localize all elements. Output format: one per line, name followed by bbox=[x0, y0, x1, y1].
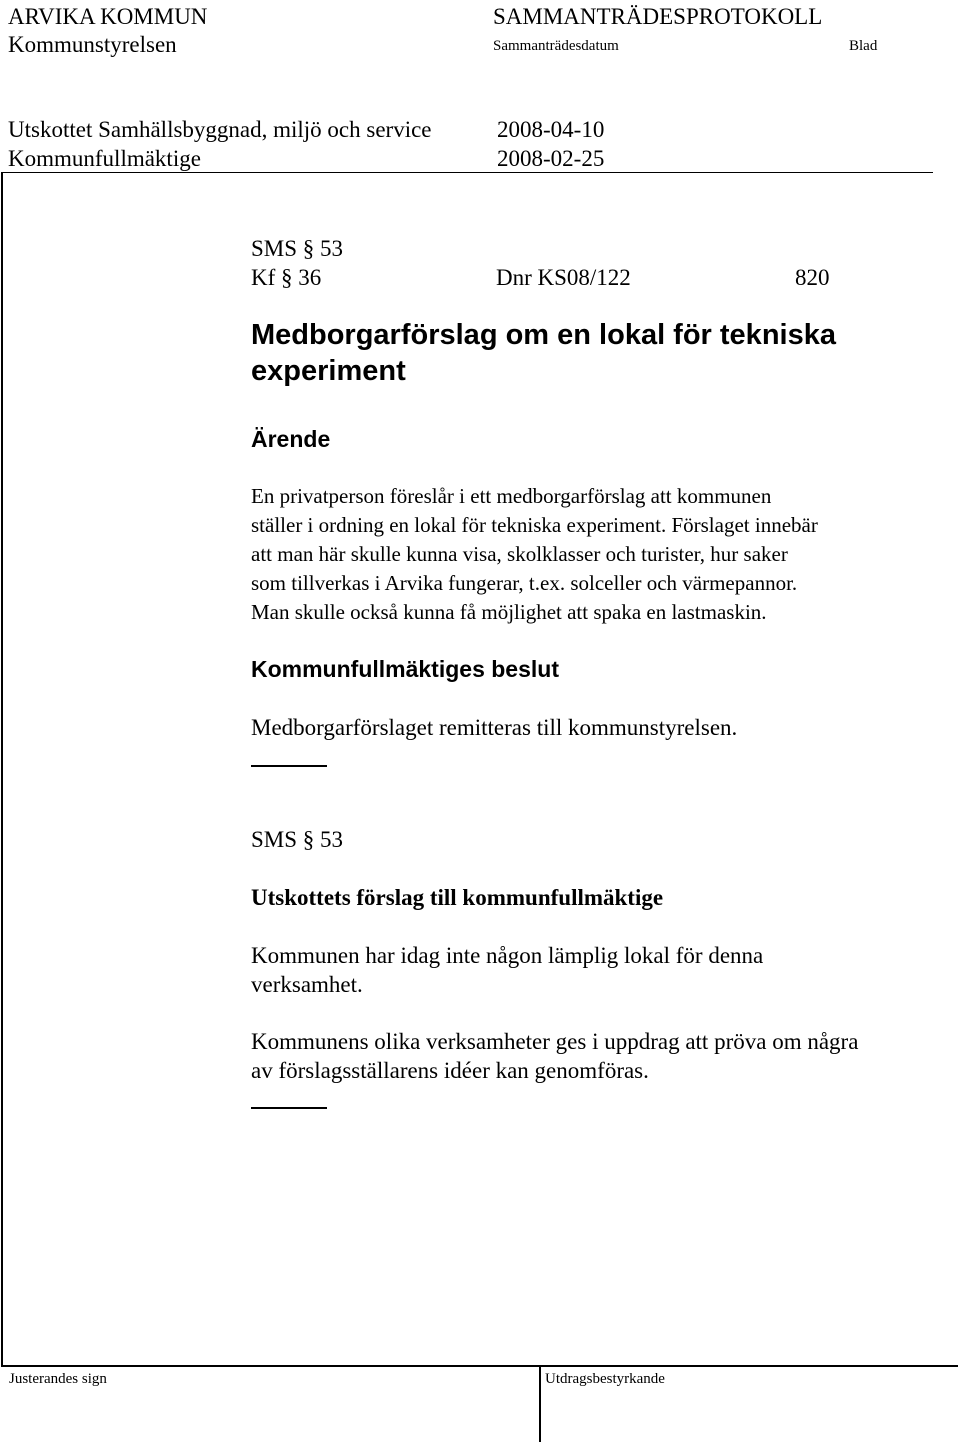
text-line: av förslagsställarens idéer kan genomföras. bbox=[251, 1058, 649, 1083]
case-title: Medborgarförslag om en lokal för tekniska bbox=[251, 319, 836, 351]
kf-paragraph-ref: Kf § 36 bbox=[251, 265, 322, 290]
text-line: ställer i ordning en lokal för tekniska experiment. Förslaget innebär bbox=[251, 513, 818, 537]
sms-paragraph-ref: SMS § 53 bbox=[251, 827, 344, 852]
organization-name: ARVIKA KOMMUN bbox=[8, 4, 208, 29]
section-heading-arende: Ärende bbox=[251, 426, 331, 452]
text-line: verksamhet. bbox=[251, 972, 363, 997]
frame-left-border bbox=[1, 172, 3, 1366]
meeting-date: 2008-02-25 bbox=[497, 146, 605, 171]
text-line: att man här skulle kunna visa, skolklasser och turister, hur saker bbox=[251, 542, 788, 566]
meeting-date: 2008-04-10 bbox=[497, 117, 605, 142]
text-line: Kommunens olika verksamheter ges i uppdrag att pröva om några bbox=[251, 1029, 859, 1054]
arende-paragraph bbox=[251, 482, 818, 627]
adjuster-signature-label: Justerandes sign bbox=[9, 1371, 107, 1387]
text-line: En privatperson föreslår i ett medborgarförslag att kommunen bbox=[251, 484, 772, 508]
text-line: som tillverkas i Arvika fungerar, t.ex. solceller och värmepannor. bbox=[251, 571, 798, 595]
page-label: Blad bbox=[849, 38, 878, 54]
section-end-rule bbox=[251, 1107, 327, 1109]
proposal-paragraph bbox=[251, 1027, 858, 1085]
section-end-rule bbox=[251, 765, 327, 767]
meeting-date-label: Sammanträdesdatum bbox=[493, 38, 619, 54]
frame-bottom-border bbox=[1, 1365, 958, 1367]
section-heading-kf-decision: Kommunfullmäktiges beslut bbox=[251, 656, 559, 682]
archive-code: 820 bbox=[795, 265, 830, 290]
text-line: Man skulle också kunna få möjlighet att spaka en lastmaskin. bbox=[251, 600, 767, 624]
diary-number: Dnr KS08/122 bbox=[496, 265, 631, 290]
extract-certification-label: Utdragsbestyrkande bbox=[545, 1371, 665, 1387]
proposal-paragraph bbox=[251, 941, 763, 999]
document-type: SAMMANTRÄDESPROTOKOLL bbox=[493, 4, 823, 29]
frame-top-border bbox=[1, 172, 933, 173]
meeting-body: Utskottet Samhällsbyggnad, miljö och service bbox=[8, 117, 432, 142]
case-title: experiment bbox=[251, 355, 406, 387]
sms-paragraph-ref: SMS § 53 bbox=[251, 236, 344, 261]
governing-body: Kommunstyrelsen bbox=[8, 32, 177, 57]
kf-decision-text: Medborgarförslaget remitteras till kommunstyrelsen. bbox=[251, 715, 738, 740]
meeting-body: Kommunfullmäktige bbox=[8, 146, 201, 171]
footer-divider bbox=[539, 1365, 541, 1442]
section-heading-committee-proposal: Utskottets förslag till kommunfullmäktige bbox=[251, 885, 664, 910]
text-line: Kommunen har idag inte någon lämplig lokal för denna bbox=[251, 943, 764, 968]
